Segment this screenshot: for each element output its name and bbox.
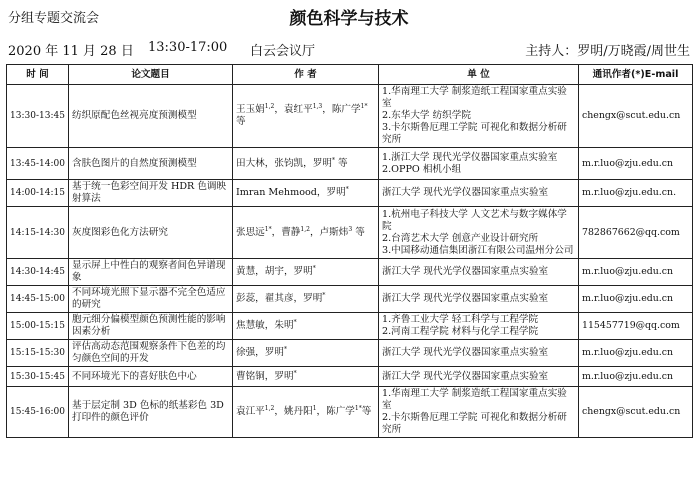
cell-title: 基于统一色彩空间开发 HDR 色调映射算法 <box>69 180 233 207</box>
table-header-row <box>7 65 693 85</box>
cell-time: 13:45-14:00 <box>7 148 69 180</box>
cell-time: 15:00-15:15 <box>7 313 69 340</box>
author-name: 田大林，张钧凯，罗明 <box>236 157 332 169</box>
cell-authors <box>233 286 379 313</box>
session-hosts: 主持人：罗明/万晓霞/周世生 <box>525 44 690 59</box>
cell-time: 14:30-14:45 <box>7 259 69 286</box>
unit-line: 1.浙江大学 现代光学仪器国家重点实验室 <box>382 151 558 163</box>
table-row <box>7 207 693 259</box>
cell-title: 不同环境光照下显示器不完全色适应的研究 <box>69 286 233 313</box>
cell-time: 15:15-15:30 <box>7 340 69 367</box>
cell-authors <box>233 340 379 367</box>
cell-unit <box>379 286 579 313</box>
cell-email: 782867662@qq.com <box>579 207 693 259</box>
author-name: 曹铭铜，罗明 <box>236 370 294 382</box>
cell-unit <box>379 148 579 180</box>
table-row <box>7 148 693 180</box>
cell-title: 灰度图彩色化方法研究 <box>69 207 233 259</box>
table-row <box>7 180 693 207</box>
author-name: 等 <box>361 406 372 417</box>
author-affiliation-mark: 1 <box>312 404 317 412</box>
unit-line: 1.杭州电子科技大学 人文艺术与数字媒体学院 <box>382 208 567 232</box>
session-date: 2020 年 11 月 28 日 <box>8 44 134 59</box>
cell-authors <box>233 387 379 438</box>
unit-line: 1.华南理工大学 制浆造纸工程国家重点实验室 <box>382 388 567 411</box>
table-row <box>7 286 693 313</box>
cell-authors <box>233 207 379 259</box>
unit-line: 3.卡尔斯鲁厄理工学院 可视化和数据分析研究所 <box>382 122 567 145</box>
author-name: 等 <box>236 116 246 127</box>
author-name: ，姚丹阳 <box>274 406 313 417</box>
author-affiliation-mark: 1,2 <box>264 102 275 110</box>
session-venue: 白云会议厅 <box>250 44 316 59</box>
author-affiliation-mark: * <box>293 318 297 326</box>
author-affiliation-mark: 1,3 <box>312 102 323 110</box>
author-name: 等 <box>334 157 348 169</box>
cell-authors <box>233 313 379 340</box>
cell-authors <box>233 259 379 286</box>
col-header-authors: 作 者 <box>233 65 379 85</box>
author-affiliation-mark: 1* <box>360 102 368 110</box>
cell-unit <box>379 180 579 207</box>
cell-authors <box>233 148 379 180</box>
author-name: 张思远 <box>236 226 265 238</box>
table-row <box>7 387 693 438</box>
unit-line: 浙江大学 现代光学仪器国家重点实验室 <box>382 370 549 382</box>
author-name: 王玉娟 <box>236 104 265 115</box>
cell-unit <box>379 259 579 286</box>
author-name: ，卢斯炜 <box>309 226 349 238</box>
unit-line: 浙江大学 现代光学仪器国家重点实验室 <box>382 347 549 358</box>
table-row <box>7 340 693 367</box>
author-name: ，陈广学 <box>322 104 361 115</box>
cell-unit <box>379 207 579 259</box>
cell-time: 13:30-13:45 <box>7 85 69 148</box>
cell-email: m.r.luo@zju.edu.cn. <box>579 180 693 207</box>
unit-line: 2.台湾艺术大学 创意产业设计研究所 <box>382 232 539 244</box>
unit-line: 浙江大学 现代光学仪器国家重点实验室 <box>382 187 549 198</box>
cell-time: 14:00-14:15 <box>7 180 69 207</box>
table-row <box>7 313 693 340</box>
unit-line: 2.卡尔斯鲁厄理工学院 可视化和数据分析研究所 <box>382 412 567 435</box>
cell-unit <box>379 367 579 387</box>
schedule-table <box>6 64 693 438</box>
author-name: 彭蕊，翟其彦，罗明 <box>236 293 323 304</box>
cell-unit <box>379 85 579 148</box>
cell-title: 含肤色图片的自然度预测模型 <box>69 148 233 180</box>
author-affiliation-mark: 1* <box>354 404 362 412</box>
cell-time: 14:15-14:30 <box>7 207 69 259</box>
unit-line: 1.齐鲁工业大学 轻工科学与工程学院 <box>382 314 539 325</box>
cell-authors <box>233 85 379 148</box>
col-header-email: 通讯作者(*)E-mail <box>579 65 693 85</box>
cell-time: 15:45-16:00 <box>7 387 69 438</box>
cell-email: m.r.luo@zju.edu.cn <box>579 259 693 286</box>
cell-unit <box>379 340 579 367</box>
cell-time: 14:45-15:00 <box>7 286 69 313</box>
cell-email: m.r.luo@zju.edu.cn <box>579 286 693 313</box>
author-affiliation-mark: * <box>283 345 287 353</box>
cell-unit <box>379 387 579 438</box>
table-row <box>7 259 693 286</box>
table-row <box>7 85 693 148</box>
cell-title: 评估高动态范围观察条件下色差的均匀颜色空间的开发 <box>69 340 233 367</box>
author-affiliation-mark: 3 <box>348 225 353 233</box>
unit-line: 2.河南工程学院 材料与化学工程学院 <box>382 326 539 337</box>
author-affiliation-mark: 1,2 <box>300 225 310 233</box>
unit-line: 2.OPPO 相机小组 <box>382 163 462 175</box>
header-row-2 <box>6 40 692 58</box>
col-header-time: 时 间 <box>7 65 69 85</box>
author-name: Imran Mehmood，罗明 <box>236 187 346 198</box>
author-name: ，陈广学 <box>316 406 355 417</box>
cell-email: 115457719@qq.com <box>579 313 693 340</box>
session-type: 分组专题交流会 <box>8 11 100 26</box>
cell-title: 不同环境光下的喜好肤色中心 <box>69 367 233 387</box>
author-name: ，袁红平 <box>274 104 313 115</box>
author-name: 焦慧敏，朱明 <box>236 320 294 331</box>
cell-email: m.r.luo@zju.edu.cn <box>579 148 693 180</box>
cell-title: 纺织原配色丝视亮度预测模型 <box>69 85 233 148</box>
cell-title: 基于层定制 3D 色标的纸基彩色 3D 打印件的颜色评价 <box>69 387 233 438</box>
header-row-1 <box>6 4 692 29</box>
cell-email: chengx@scut.edu.cn <box>579 387 693 438</box>
col-header-unit: 单 位 <box>379 65 579 85</box>
author-affiliation-mark: * <box>293 369 297 377</box>
unit-line: 浙江大学 现代光学仪器国家重点实验室 <box>382 266 549 277</box>
author-affiliation-mark: * <box>322 291 326 299</box>
cell-title: 胞元细分偏模型颜色预测性能的影响因素分析 <box>69 313 233 340</box>
unit-line: 浙江大学 现代光学仪器国家重点实验室 <box>382 293 549 304</box>
session-time: 13:30-17:00 <box>148 40 228 55</box>
author-name: 黄慧，胡宇，罗明 <box>236 266 313 277</box>
author-affiliation-mark: * <box>345 185 349 193</box>
cell-authors <box>233 367 379 387</box>
cell-email: m.r.luo@zju.edu.cn <box>579 367 693 387</box>
cell-authors <box>233 180 379 207</box>
cell-unit <box>379 313 579 340</box>
page-title: 颜色科学与技术 <box>289 9 409 29</box>
author-affiliation-mark: 1* <box>264 225 272 233</box>
cell-email: chengx@scut.edu.cn <box>579 85 693 148</box>
author-name: 袁江平 <box>236 406 265 417</box>
author-name: ，曹静 <box>271 226 301 238</box>
unit-line: 3.中国移动通信集团浙江有限公司温州分公司 <box>382 244 574 256</box>
col-header-title: 论文题目 <box>69 65 233 85</box>
table-body <box>7 85 693 438</box>
author-name: 等 <box>352 226 365 238</box>
author-affiliation-mark: 1,2 <box>264 404 275 412</box>
cell-title: 显示屏上中性白的观察者间色异谱现象 <box>69 259 233 286</box>
unit-line: 1.华南理工大学 制浆造纸工程国家重点实验室 <box>382 86 567 109</box>
table-row <box>7 367 693 387</box>
author-name: 徐强，罗明 <box>236 347 284 358</box>
cell-time: 15:30-15:45 <box>7 367 69 387</box>
author-affiliation-mark: * <box>312 264 316 272</box>
cell-email: m.r.luo@zju.edu.cn <box>579 340 693 367</box>
author-affiliation-mark: * <box>331 156 335 164</box>
unit-line: 2.东华大学 纺织学院 <box>382 110 471 121</box>
